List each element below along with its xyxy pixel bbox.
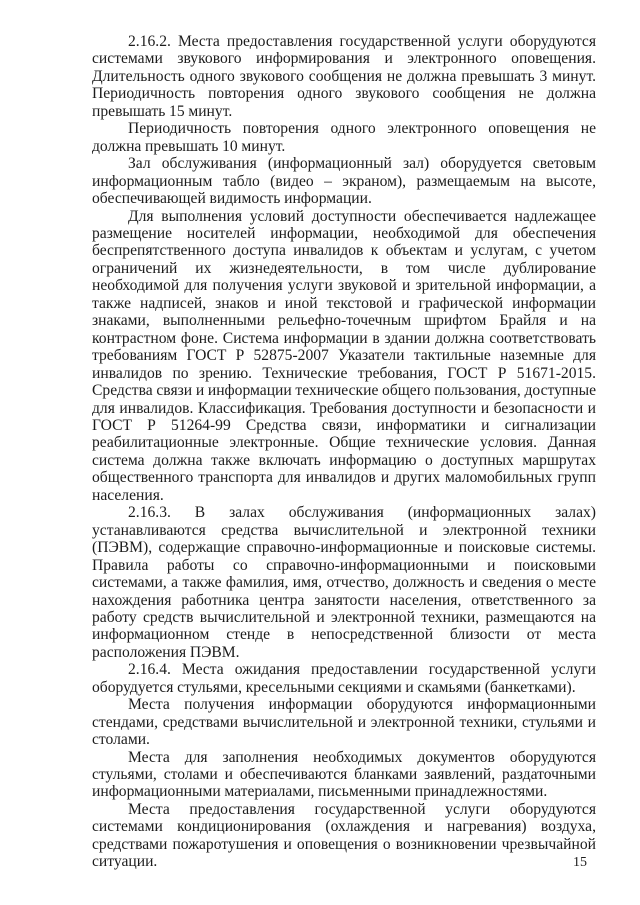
paragraph-accessibility: Для выполнения условий доступности обеспечивается надлежащее размещение носителей информации, необходимой для обеспечения беспрепятственного доступа инвалидов к объектам и услугам, с учетом ограничений их жизнедеятельности, в том числе дублирование необходимой для получения услуги звуковой и зрительной информации, а также надписей, знаков и иной текстовой и графической информации знаками, выполненными рельефно-точечным шрифтом Брайля и на контрастном фоне. Система информации в здании должна соответствовать требованиям ГОСТ Р 52875-2007 Указатели тактильные наземные для инвалидов по зрению. Технические требования, ГОСТ Р 51671-2015. Средства связи и информации технические общего пользования, доступные для инвалидов. Классификация. Требования доступности и безопасности и ГОСТ Р 51264-99 Средства связи, информатики и сигнализации реабилитационные электронные. Общие технические условия. Данная система должна также включать информацию о доступных маршрутах общественного транспорта для инвалидов и других маломобильных групп населения. [92, 207, 596, 504]
paragraph-2-16-3: 2.16.3. В залах обслуживания (информационных залах) устанавливаются средства вычислительной и электронной техники (ПЭВМ), содержащие справочно-информационные и поисковые системы. Правила работы со справочно-информационными и поисковыми системами, а также фамилия, имя, отчество, должность и сведения о месте нахождения работника центра занятости населения, ответственного за работу средств вычислительной и электронной техники, размещаются на информационном стенде в непосредственной близости от места расположения ПЭВМ. [92, 504, 596, 661]
paragraph-form-filling-places: Места для заполнения необходимых документов оборудуются стульями, столами и обеспечиваются бланками заявлений, раздаточными информационными материалами, письменными принадлежностями. [92, 748, 596, 801]
paragraph-service-hall: Зал обслуживания (информационный зал) оборудуется световым информационным табло (видео – экраном), размещаемым на высоте, обеспечивающей видимость информации. [92, 155, 596, 208]
paragraph-electronic-notification: Периодичность повторения одного электронного оповещения не должна превышать 10 минут. [92, 120, 596, 155]
paragraph-service-places-equipment: Места предоставления государственной услуги оборудуются системами кондиционирования (охлаждения и нагревания) воздуха, средствами пожаротушения и оповещения о возникновении чрезвычайной ситуации. [92, 800, 596, 871]
page-number: 15 [573, 855, 587, 870]
paragraph-information-places: Места получения информации оборудуются информационными стендами, средствами вычислительной и электронной техники, стульями и столами. [92, 696, 596, 749]
paragraph-2-16-4: 2.16.4. Места ожидания предоставлении государственной услуги оборудуется стульями, кресельными секциями и скамьями (банкетками). [92, 661, 596, 696]
paragraph-2-16-2: 2.16.2. Места предоставления государственной услуги оборудуются системами звукового информирования и электронного оповещения. Длительность одного звукового сообщения не должна превышать 3 минут. Периодичность повторения одного звукового сообщения не должна превышать 15 минут. [92, 33, 596, 120]
document-body [92, 33, 596, 871]
